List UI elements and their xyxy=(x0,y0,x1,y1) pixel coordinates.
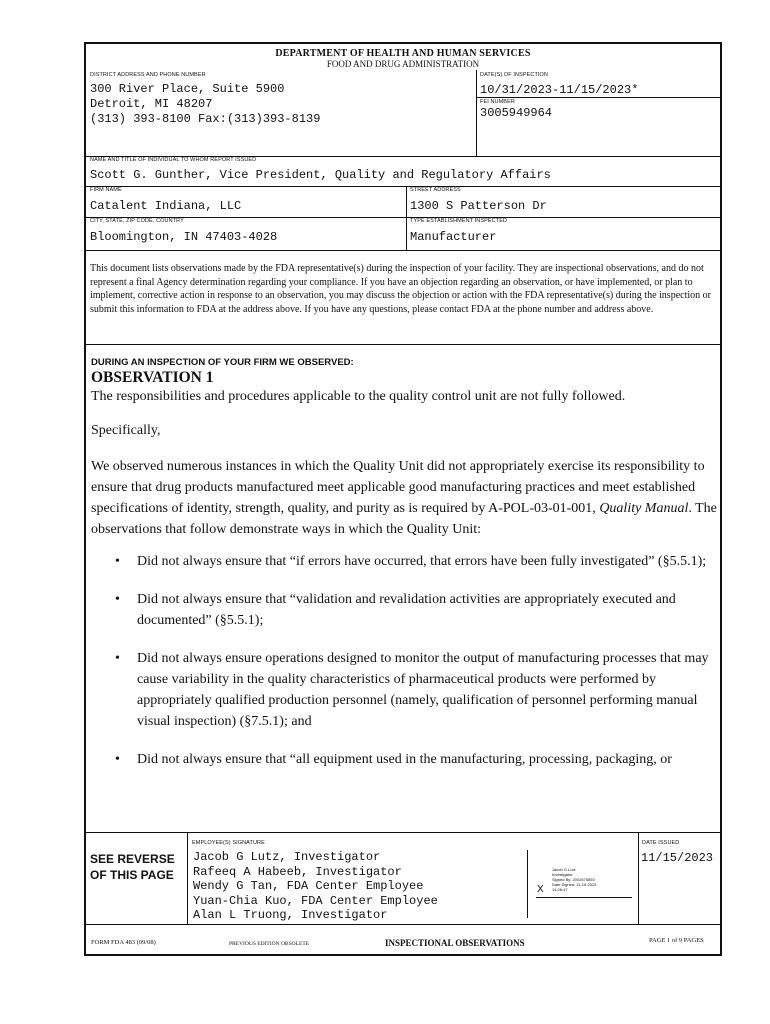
observation-body xyxy=(91,386,723,787)
divider xyxy=(86,250,720,251)
divider xyxy=(86,344,720,345)
divider xyxy=(476,70,477,156)
employee-name: Rafeeq A Habeeb, Investigator xyxy=(193,864,402,879)
date-issued-value: 11/15/2023 xyxy=(641,851,714,865)
observation-summary: The responsibilities and procedures applicable to the quality control unit are not fully followed. xyxy=(91,389,626,404)
list-item: • Did not always ensure operations designed to monitor the output of manufacturing processes that may cause variability in the quality characteristics of pharmaceutical products were performed by appropriately qualified production personnel (namely, qualification of personnel performing manual visual inspection) (§7.5.1); and xyxy=(91,648,716,732)
employee-name: Yuan-Chia Kuo, FDA Center Employee xyxy=(193,893,438,908)
list-item: • Did not always ensure that “validation and revalidation activities are appropriately executed and documented” (§5.5.1); xyxy=(91,589,716,631)
employee-name: Wendy G Tan, FDA Center Employee xyxy=(193,879,424,893)
fei-value: 3005949964 xyxy=(480,106,553,120)
signature-mark: X xyxy=(537,884,544,895)
district-phone: (313) 393-8100 Fax:(313)393-8139 xyxy=(90,112,321,126)
divider xyxy=(86,832,720,833)
report-to-label: NAME AND TITLE OF INDIVIDUAL TO WHOM REPORT ISSUED xyxy=(90,157,257,163)
agency-heading: FOOD AND DRUG ADMINISTRATION xyxy=(326,59,480,69)
district-line-2: Detroit, MI 48207 xyxy=(90,97,213,111)
inspection-dates-value: 10/31/2023-11/15/2023* xyxy=(480,83,639,97)
digital-signature: Jacob G Lutz Investigator Signed By: 2002675850 Date Signed: 11-15-2023 14:28:47 xyxy=(552,867,597,892)
establishment-type-value: Manufacturer xyxy=(410,230,497,244)
form-title: INSPECTIONAL OBSERVATIONS xyxy=(385,938,525,948)
observation-paragraph xyxy=(91,456,723,540)
observation-specifically: Specifically, xyxy=(91,423,161,438)
see-reverse-line-1: SEE REVERSE xyxy=(90,852,175,866)
firm-name-value: Catalent Indiana, LLC xyxy=(90,199,242,213)
divider xyxy=(406,186,407,250)
divider xyxy=(476,97,720,98)
employee-name: Alan L Truong, Investigator xyxy=(193,908,388,922)
list-item: • Did not always ensure that “all equipment used in the manufacturing, processing, packaging, or xyxy=(91,749,716,770)
divider xyxy=(638,832,639,924)
date-issued-label: DATE ISSUED xyxy=(642,840,680,846)
form-id: FORM FDA 483 (09/08) xyxy=(91,939,156,946)
inspection-dates-label: DATE(S) OF INSPECTION xyxy=(480,72,549,78)
list-item: • Did not always ensure that “if errors have occurred, that errors have been fully investigated” (§5.5.1); xyxy=(91,551,716,572)
divider xyxy=(187,832,188,924)
fei-label: FEI NUMBER xyxy=(480,99,515,105)
paragraph-start: We observed numerous instances in which the Quality Unit did not appropriately exercise its responsibility to ensure that drug products manufactured meet applicable good manufacturing practices and meet established specifications of identity, strength, quality, and purity as is required by A-POL-03-01-001, xyxy=(91,459,705,516)
observation-intro: DURING AN INSPECTION OF YOUR FIRM WE OBSERVED: xyxy=(91,357,354,368)
district-line-1: 300 River Place, Suite 5900 xyxy=(90,82,285,96)
notice-text: This document lists observations made by the FDA representative(s) during the inspection of your facility. They are inspectional observations, and do not represent a final Agency determination regarding your compliance. If you have an objection regarding an observation, or have implemented, or plan to implement, corrective action in response to an observation, you may discuss the objection or action with the FDA representative(s) during the inspection or submit this information to FDA at the address above. If you have any questions, please contact FDA at the phone number and address above. xyxy=(90,263,711,315)
paragraph-end: . The observations that follow demonstrate ways in which the Quality Unit: xyxy=(91,501,717,537)
firm-name-label: FIRM NAME xyxy=(90,187,122,193)
page-number: PAGE 1 of 9 PAGES xyxy=(649,937,704,944)
establishment-type-label: TYPE ESTABLISHMENT INSPECTED xyxy=(410,218,508,224)
divider xyxy=(86,186,720,187)
employee-signature-label: EMPLOYEE(S) SIGNATURE xyxy=(192,840,265,846)
city-label: CITY, STATE, ZIP CODE, COUNTRY xyxy=(90,218,184,224)
street-address-value: 1300 S Patterson Dr xyxy=(410,199,547,213)
observation-bullets xyxy=(91,551,716,770)
observation-title: OBSERVATION 1 xyxy=(91,369,214,386)
see-reverse-line-2: OF THIS PAGE xyxy=(90,868,174,882)
employee-list xyxy=(193,850,438,923)
department-heading: DEPARTMENT OF HEALTH AND HUMAN SERVICES xyxy=(275,48,531,59)
street-address-label: STREET ADDRESS xyxy=(410,187,461,193)
divider xyxy=(527,850,528,918)
district-label: DISTRICT ADDRESS AND PHONE NUMBER xyxy=(90,72,206,78)
report-to-value: Scott G. Gunther, Vice President, Quality and Regulatory Affairs xyxy=(90,168,551,182)
fda-483-form xyxy=(84,42,722,956)
quality-manual-title: Quality Manual xyxy=(599,501,689,516)
employee-name: Jacob G Lutz, Investigator xyxy=(193,850,381,864)
city-value: Bloomington, IN 47403-4028 xyxy=(90,230,278,244)
previous-edition-note: PREVIOUS EDITION OBSOLETE xyxy=(229,941,310,947)
signature-line xyxy=(536,897,632,898)
divider xyxy=(86,924,720,925)
